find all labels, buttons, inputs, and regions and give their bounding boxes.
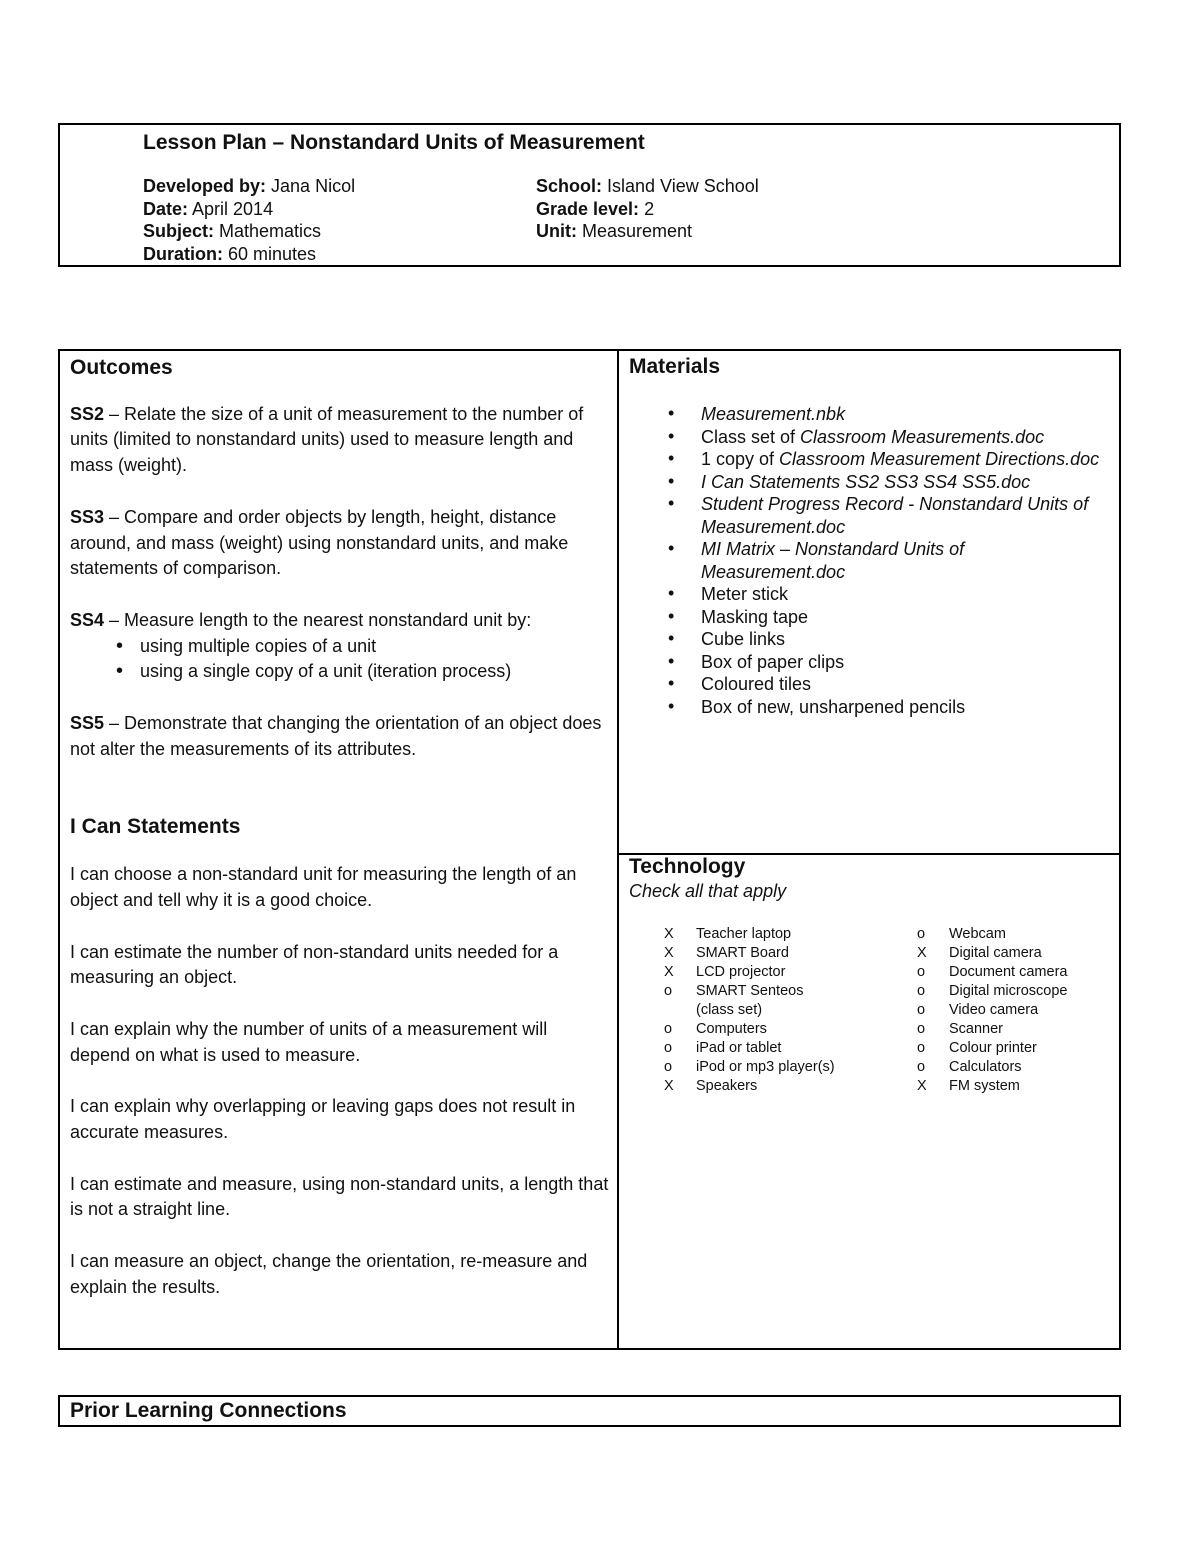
outcome-ss5: SS5 – Demonstrate that changing the orientation of an object does not alter the measurements of its attributes. bbox=[70, 713, 602, 759]
lesson-header bbox=[58, 123, 1121, 267]
list-item: • Meter stick bbox=[701, 583, 1111, 606]
list-item: X SMART Board bbox=[664, 945, 789, 961]
list-item: • Class set of Classroom Measurements.doc bbox=[701, 426, 1111, 449]
i-can-statement: I can measure an object, change the orientation, re-measure and explain the results. bbox=[70, 1251, 588, 1297]
technology-list-left bbox=[664, 925, 864, 1096]
check-mark: o bbox=[917, 1040, 926, 1056]
outcomes-heading: Outcomes bbox=[70, 356, 173, 379]
materials-heading: Materials bbox=[629, 355, 721, 378]
developed-by-row: Developed by: Jana Nicol bbox=[143, 176, 356, 196]
list-item: o Computers bbox=[664, 1021, 767, 1037]
lesson-meta-left bbox=[143, 175, 355, 265]
list-item: o Video camera bbox=[917, 1002, 1039, 1018]
list-item: o iPad or tablet bbox=[664, 1040, 782, 1056]
list-item: X LCD projector bbox=[664, 964, 786, 980]
prior-learning-heading: Prior Learning Connections bbox=[70, 1399, 347, 1422]
list-item: o Calculators bbox=[917, 1059, 1022, 1075]
list-item: o iPod or mp3 player(s) bbox=[664, 1059, 835, 1075]
check-mark: o bbox=[664, 1021, 673, 1037]
materials-list bbox=[701, 403, 1111, 718]
date-row: Date: April 2014 bbox=[143, 198, 274, 219]
check-mark: X bbox=[664, 1078, 674, 1094]
subject-row: Subject: Mathematics bbox=[143, 221, 322, 241]
list-item: • using multiple copies of a unit bbox=[122, 634, 610, 660]
list-item: o Colour printer bbox=[917, 1040, 1037, 1056]
list-item: • Cube links bbox=[701, 628, 1111, 651]
list-item: X FM system bbox=[917, 1078, 1020, 1094]
check-mark: X bbox=[664, 945, 674, 961]
list-item: o Digital microscope bbox=[917, 983, 1068, 999]
outcome-ss2: SS2 – Relate the size of a unit of measurement to the number of units (limited to nonstandard units) used to measure length and mass (weight). bbox=[70, 403, 584, 476]
check-mark: X bbox=[664, 964, 674, 980]
i-can-statement: I can estimate and measure, using non-standard units, a length that is not a straight line. bbox=[70, 1173, 609, 1220]
lesson-main-table bbox=[58, 349, 1121, 1350]
i-can-statement: I can choose a non-standard unit for measuring the length of an object and tell why it is a good choice. bbox=[70, 864, 577, 910]
check-mark: o bbox=[917, 1021, 926, 1037]
column-divider bbox=[617, 351, 619, 1348]
check-mark: X bbox=[664, 926, 674, 942]
lesson-title: Lesson Plan – Nonstandard Units of Measurement bbox=[143, 131, 645, 154]
check-mark: o bbox=[664, 983, 673, 999]
prior-learning-box bbox=[58, 1395, 1121, 1427]
lesson-meta-right bbox=[536, 175, 759, 243]
outcomes-section bbox=[70, 351, 610, 1301]
list-item: X Digital camera bbox=[917, 945, 1042, 961]
list-item: • Masking tape bbox=[701, 606, 1111, 629]
ss4-bullet-list bbox=[70, 634, 610, 685]
check-mark: o bbox=[917, 1002, 926, 1018]
technology-subheading: Check all that apply bbox=[629, 881, 787, 901]
list-item: • using a single copy of a unit (iteration process) bbox=[122, 659, 610, 685]
outcome-ss4: SS4 – Measure length to the nearest nonstandard unit by: bbox=[70, 609, 532, 630]
list-item: • MI Matrix – Nonstandard Units of Measurement.doc bbox=[701, 538, 1111, 583]
list-item: • Box of paper clips bbox=[701, 651, 1111, 674]
check-mark: o bbox=[664, 1040, 673, 1056]
outcome-ss3: SS3 – Compare and order objects by length, height, distance around, and mass (weight) using nonstandard units, and make statements of comparison. bbox=[70, 506, 569, 579]
check-mark: o bbox=[917, 1059, 926, 1075]
i-can-statement: I can explain why the number of units of a measurement will depend on what is used to measure. bbox=[70, 1018, 548, 1065]
check-mark: X bbox=[917, 945, 927, 961]
unit-row: Unit: Measurement bbox=[536, 221, 693, 241]
list-item: o Document camera bbox=[917, 964, 1068, 980]
technology-heading: Technology bbox=[629, 855, 746, 878]
list-item: X Teacher laptop bbox=[664, 926, 792, 942]
list-item: • 1 copy of Classroom Measurement Directions.doc bbox=[701, 448, 1111, 471]
list-item: o Webcam bbox=[917, 926, 1006, 942]
i-can-statement: I can estimate the number of non-standard units needed for a measuring an object. bbox=[70, 941, 559, 988]
list-item: • Student Progress Record - Nonstandard Units of Measurement.doc bbox=[701, 493, 1111, 538]
list-item: • I Can Statements SS2 SS3 SS4 SS5.doc bbox=[701, 471, 1111, 494]
duration-row: Duration: 60 minutes bbox=[143, 243, 317, 264]
materials-section bbox=[629, 351, 1119, 717]
check-mark: o bbox=[664, 1059, 673, 1075]
check-mark: o bbox=[917, 926, 926, 942]
list-item: X Speakers bbox=[664, 1078, 758, 1094]
check-mark: X bbox=[917, 1078, 927, 1094]
list-item: • Box of new, unsharpened pencils bbox=[701, 696, 1111, 719]
school-row: School: Island View School bbox=[536, 176, 759, 196]
i-can-statement: I can explain why overlapping or leaving gaps does not result in accurate measures. bbox=[70, 1096, 576, 1143]
check-mark: o bbox=[917, 983, 926, 999]
i-can-heading: I Can Statements bbox=[70, 815, 241, 839]
list-item: • Coloured tiles bbox=[701, 673, 1111, 696]
technology-section bbox=[629, 855, 1119, 1094]
technology-list-right bbox=[917, 925, 1117, 1096]
grade-row: Grade level: 2 bbox=[536, 198, 655, 219]
list-item: o Scanner bbox=[917, 1021, 1004, 1037]
list-item: • Measurement.nbk bbox=[701, 403, 1111, 426]
list-item: o SMART Senteos (class set) bbox=[664, 983, 804, 1018]
check-mark: o bbox=[917, 964, 926, 980]
